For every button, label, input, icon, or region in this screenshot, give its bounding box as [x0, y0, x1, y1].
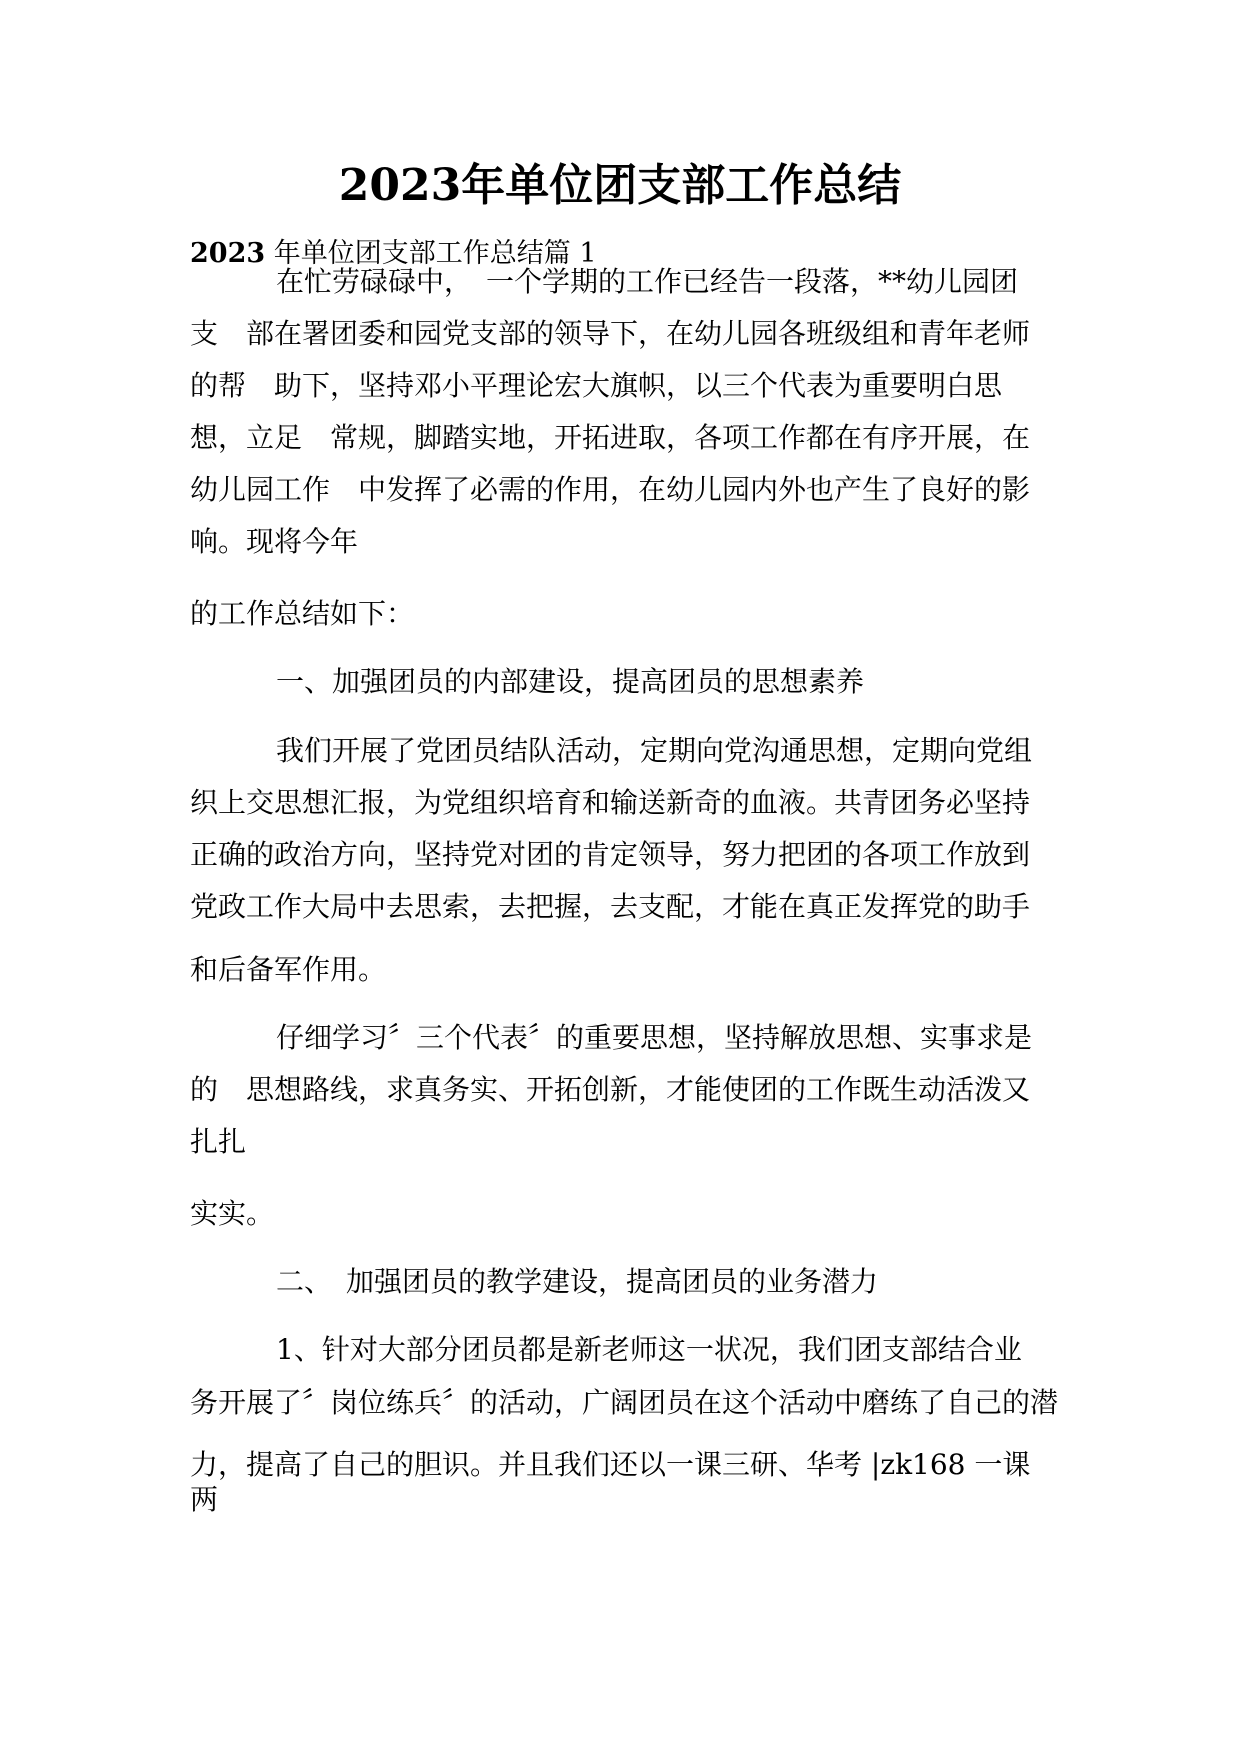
paragraph-line: 仔细学习〞三个代表〞的重要思想，坚持解放思想、实事求是: [276, 1021, 1033, 1054]
paragraph-line: 和后备军作用。: [190, 953, 387, 986]
paragraph-line: 在忙劳碌碌中， 一个学期的工作已经告一段落，**幼儿园团: [276, 265, 1019, 298]
paragraph-line: 的工作总结如下：: [190, 597, 415, 630]
paragraph-line: 1、针对大部分团员都是新老师这一状况，我们团支部结合业: [276, 1333, 1022, 1366]
paragraph-line: 扎扎: [190, 1125, 247, 1158]
paragraph-line: 我们开展了党团员结队活动，定期向党沟通思想，定期向党组: [276, 734, 1033, 767]
subtitle-text: 年单位团支部工作总结篇 1: [265, 238, 597, 269]
paragraph-line: 支 部在署团委和园党支部的领导下，在幼儿园各班级组和青年老师: [190, 317, 1031, 350]
paragraph-line: 的帮 助下，坚持邓小平理论宏大旗帜，以三个代表为重要明白思: [190, 369, 1003, 402]
subtitle-year: 2023: [190, 238, 266, 269]
paragraph-line: 党政工作大局中去思索，去把握，去支配，才能在真正发挥党的助手: [190, 890, 1031, 923]
paragraph-line: 想，立足 常规，脚踏实地，开拓进取，各项工作都在有序开展，在: [190, 421, 1031, 454]
paragraph-line: 响。现将今年: [190, 525, 359, 558]
document-title: 2023年单位团支部工作总结: [338, 160, 902, 211]
paragraph-line: 的 思想路线，求真务实、开拓创新，才能使团的工作既生动活泼又: [190, 1073, 1031, 1106]
paragraph-line: 力，提高了自己的胆识。并且我们还以一课三研、华考 |zk168 一课: [190, 1448, 1031, 1481]
paragraph-line: 务开展了〞岗位练兵〞的活动，广阔团员在这个活动中磨练了自己的潜: [190, 1386, 1059, 1419]
section-heading: 二、 加强团员的教学建设，提高团员的业务潜力: [276, 1265, 879, 1298]
paragraph-line: 幼儿园工作 中发挥了必需的作用，在幼儿园内外也产生了良好的影: [190, 473, 1031, 506]
paragraph-line: 正确的政治方向，坚持党对团的肯定领导，努力把团的各项工作放到: [190, 838, 1031, 871]
paragraph-line: 实实。: [190, 1197, 275, 1230]
paragraph-line: 两: [190, 1483, 219, 1516]
section-heading: 一、加强团员的内部建设，提高团员的思想素养: [276, 665, 865, 698]
paragraph-line: 织上交思想汇报，为党组织培育和输送新奇的血液。共青团务必坚持: [190, 786, 1031, 819]
